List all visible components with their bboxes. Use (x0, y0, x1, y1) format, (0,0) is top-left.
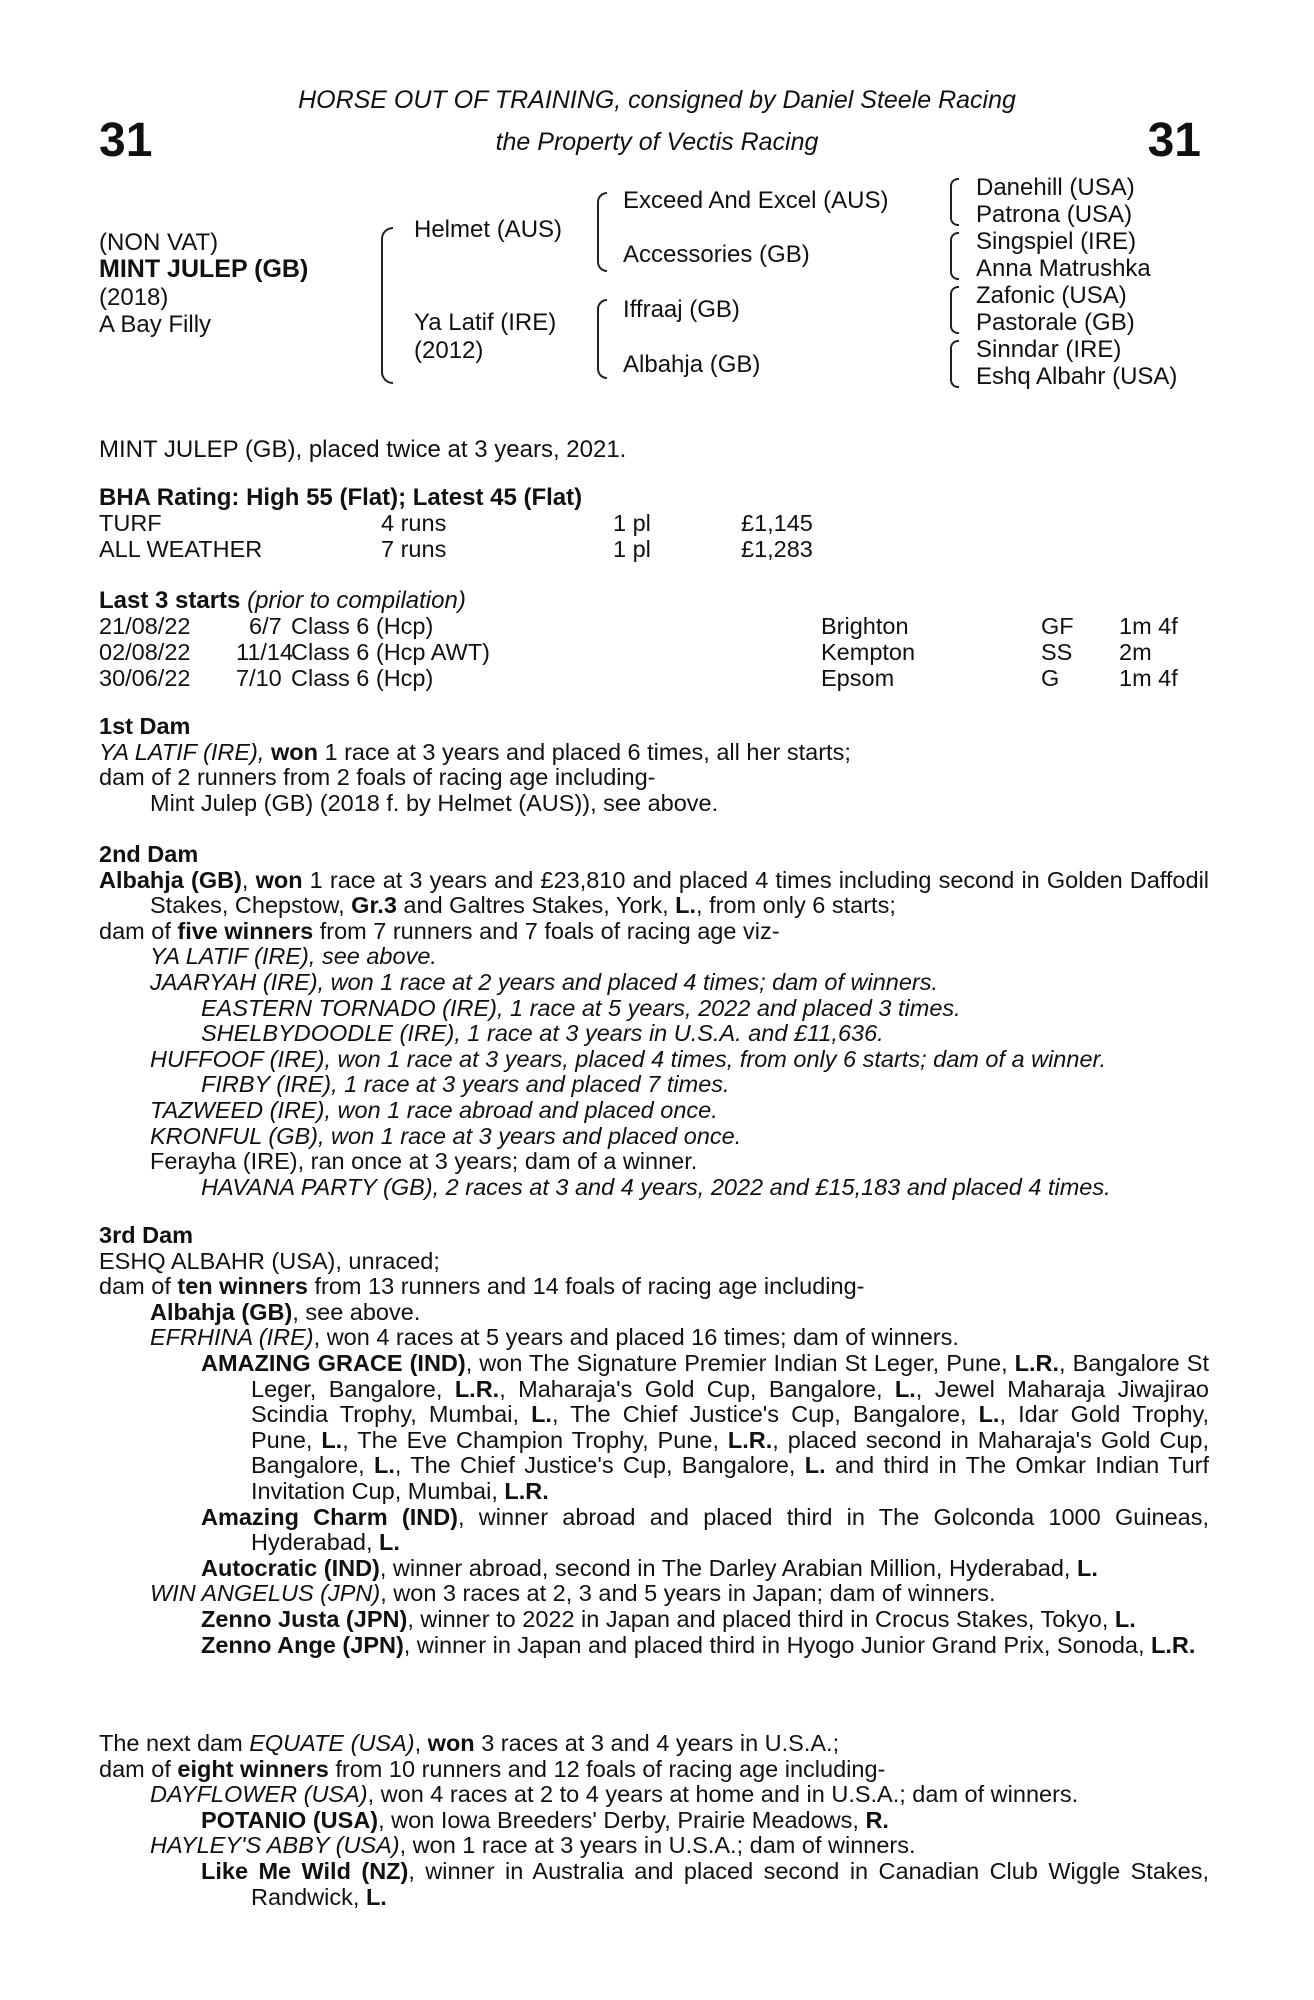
rating-runs: 4 runs (381, 510, 447, 536)
last-starts-heading (99, 587, 466, 614)
start-position: 6/7 (249, 613, 282, 639)
rating-row-aw (99, 536, 1219, 562)
race-summary: MINT JULEP (GB), placed twice at 3 years, 2021. (99, 436, 627, 463)
rating-surface: TURF (99, 510, 162, 536)
pedigree-sire-dam: Accessories (GB) (623, 241, 810, 268)
start-position: 7/10 (236, 665, 282, 691)
produce-entry: FIRBY (IRE), 1 race at 3 years and placed 7 times. (201, 1071, 730, 1098)
pedigree-gen3-1: Danehill (USA) (976, 174, 1135, 201)
bha-rating-title: BHA Rating: High 55 (Flat); Latest 45 (Flat) (99, 484, 583, 511)
start-row (99, 639, 1219, 665)
vat-status: (NON VAT) (99, 229, 219, 256)
first-dam-title: 1st Dam (99, 713, 191, 739)
produce-entry: EFRHINA (IRE), won 4 races at 5 years and placed 16 times; dam of winners. (150, 1324, 959, 1351)
produce-entry: Like Me Wild (NZ), winner in Australia and placed second in Canadian Club Wiggle Stakes, Randwick, L. (201, 1857, 1209, 1910)
rating-runs: 7 runs (381, 536, 447, 562)
start-course: Kempton (821, 639, 916, 665)
pedigree-dam-year: (2012) (414, 337, 484, 364)
pedigree-brace-3d (950, 340, 959, 388)
pedigree-brace-3c (950, 286, 959, 334)
produce-entry: Zenno Justa (JPN), winner to 2022 in Japan and placed third in Crocus Stakes, Tokyo, L. (201, 1605, 1136, 1632)
rating-earnings: £1,283 (741, 536, 813, 562)
last-starts-title: Last 3 starts (99, 587, 241, 614)
produce-entry: HAYLEY'S ABBY (USA), won 1 race at 3 years in U.S.A.; dam of winners. (150, 1832, 916, 1859)
produce-entry: HUFFOOF (IRE), won 1 race at 3 years, placed 4 times, from only 6 starts; dam of a winner. (150, 1045, 1107, 1072)
pedigree-dam-dam: Albahja (GB) (623, 351, 761, 378)
lot-number-right: 31 (1147, 114, 1201, 167)
produce-entry: DAYFLOWER (USA), won 4 races at 2 to 4 years at home and in U.S.A.; dam of winners. (150, 1781, 1079, 1808)
horse-description: A Bay Filly (99, 311, 212, 338)
pedigree-dam: Ya Latif (IRE) (414, 309, 557, 336)
rating-surface: ALL WEATHER (99, 536, 263, 562)
pedigree-gen3-2: Patrona (USA) (976, 201, 1133, 228)
third-dam-produce: dam of ten winners from 13 runners and 14 foals of racing age including- (99, 1273, 865, 1300)
start-going: G (1041, 665, 1060, 691)
produce-entry: WIN ANGELUS (JPN), won 3 races at 2, 3 and 5 years in Japan; dam of winners. (150, 1580, 996, 1607)
pedigree-gen3-8: Eshq Albahr (USA) (976, 363, 1178, 390)
produce-entry: Amazing Charm (IND), winner abroad and placed third in The Golconda 1000 Guineas, Hyderabad, L. (201, 1503, 1210, 1556)
start-race: Class 6 (Hcp AWT) (291, 639, 490, 665)
next-dam-section (99, 1731, 1209, 1910)
produce-entry: SHELBYDOODLE (IRE), 1 race at 3 years in U.S.A. and £11,636. (201, 1020, 884, 1047)
pedigree-gen3-5: Zafonic (USA) (976, 282, 1127, 309)
first-dam-produce: dam of 2 runners from 2 foals of racing age including- (99, 764, 656, 791)
next-dam-produce: dam of eight winners from 10 runners and 12 foals of racing age including- (99, 1755, 886, 1782)
third-dam-section (99, 1223, 1209, 1658)
start-race: Class 6 (Hcp) (291, 613, 434, 639)
pedigree-gen3-3: Singspiel (IRE) (976, 228, 1137, 255)
start-distance: 2m (1119, 639, 1152, 665)
pedigree-brace-3a (950, 178, 959, 226)
rating-row-turf (99, 510, 1219, 536)
start-row (99, 665, 1219, 691)
pedigree-sire-sire: Exceed And Excel (AUS) (623, 187, 889, 214)
first-dam-section (99, 714, 1209, 816)
next-dam-record: The next dam EQUATE (USA), won 3 races at 3 and 4 years in U.S.A.; (99, 1730, 840, 1756)
produce-entry: POTANIO (USA), won Iowa Breeders' Derby, Prairie Meadows, R. (201, 1806, 889, 1833)
first-dam-record: YA LATIF (IRE), won 1 race at 3 years and placed 6 times, all her starts; (99, 738, 851, 765)
pedigree-dam-sire: Iffraaj (GB) (623, 296, 740, 323)
second-dam-produce: dam of five winners from 7 runners and 7 foals of racing age viz- (99, 917, 780, 944)
pedigree-brace-2a (597, 192, 607, 272)
produce-entry: Ferayha (IRE), ran once at 3 years; dam of a winner. (150, 1148, 698, 1175)
third-dam-record: ESHQ ALBAHR (USA), unraced; (99, 1247, 440, 1274)
pedigree-gen3-6: Pastorale (GB) (976, 309, 1135, 336)
pedigree-gen3-7: Sinndar (IRE) (976, 336, 1122, 363)
start-course: Epsom (821, 665, 895, 691)
produce-entry: Zenno Ange (JPN), winner in Japan and placed third in Hyogo Junior Grand Prix, Sonoda, L.R. (201, 1631, 1196, 1658)
start-going: SS (1041, 639, 1073, 665)
property-line: the Property of Vectis Racing (495, 128, 819, 156)
consignor-line: HORSE OUT OF TRAINING, consigned by Daniel Steele Racing (298, 86, 1016, 114)
lot-number-left: 31 (99, 114, 153, 167)
produce-entry: AMAZING GRACE (IND), won The Signature Premier Indian St Leger, Pune, L.R., Bangalore St Leger, Bangalore, L.R., Maharaja's Gold Cup, Bangalore, L., Jewel Maharaja Jiwajirao Scindia Trophy, Mumbai, L., The Chief Justice's Cup, Bangalore, L., Idar Gold Trophy, Pune, L., The Eve Champion Trophy, Pune, L.R., placed second in Maharaja's Gold Cup, Bangalore, L., The Chief Justice's Cup, Bangalore, L. and third in The Omkar Indian Turf Invitation Cup, Mumbai, L.R. (201, 1349, 1210, 1504)
produce-entry: Albahja (GB), see above. (150, 1298, 421, 1325)
produce-entry: YA LATIF (IRE), see above. (150, 943, 437, 970)
produce-entry: JAARYAH (IRE), won 1 race at 2 years and placed 4 times; dam of winners. (150, 968, 939, 995)
produce-entry: TAZWEED (IRE), won 1 race abroad and placed once. (150, 1096, 718, 1123)
first-dam-foal: Mint Julep (GB) (2018 f. by Helmet (AUS)), see above. (150, 789, 719, 816)
pedigree-brace-1 (381, 227, 393, 384)
start-date: 21/08/22 (99, 613, 191, 639)
last-starts-subtitle: (prior to compilation) (247, 587, 466, 614)
start-date: 30/06/22 (99, 665, 191, 691)
rating-earnings: £1,145 (741, 510, 813, 536)
pedigree-brace-2b (597, 299, 607, 379)
produce-entry: HAVANA PARTY (GB), 2 races at 3 and 4 years, 2022 and £15,183 and placed 4 times. (201, 1173, 1111, 1200)
pedigree-sire: Helmet (AUS) (414, 216, 563, 243)
start-position: 11/14 (236, 639, 294, 665)
start-row (99, 613, 1219, 639)
second-dam-title: 2nd Dam (99, 841, 199, 867)
third-dam-title: 3rd Dam (99, 1222, 194, 1248)
start-date: 02/08/22 (99, 639, 191, 665)
start-race: Class 6 (Hcp) (291, 665, 434, 691)
start-course: Brighton (821, 613, 909, 639)
start-distance: 1m 4f (1119, 665, 1178, 691)
rating-placed: 1 pl (613, 510, 651, 536)
start-going: GF (1041, 613, 1074, 639)
horse-year: (2018) (99, 284, 169, 311)
second-dam-record: Albahja (GB), won 1 race at 3 years and £23,810 and placed 4 times including second in Golden Daffodil Stakes, Chepstow, Gr.3 and Galtres Stakes, York, L., from only 6 starts; (99, 866, 1210, 919)
pedigree-brace-3b (950, 232, 959, 280)
produce-entry: EASTERN TORNADO (IRE), 1 race at 5 years, 2022 and placed 3 times. (201, 994, 961, 1021)
second-dam-section (99, 842, 1209, 1200)
horse-name: MINT JULEP (GB) (99, 255, 309, 283)
pedigree-gen3-4: Anna Matrushka (976, 255, 1151, 282)
produce-entry: Autocratic (IND), winner abroad, second in The Darley Arabian Million, Hyderabad, L. (201, 1554, 1098, 1581)
rating-placed: 1 pl (613, 536, 651, 562)
produce-entry: KRONFUL (GB), won 1 race at 3 years and placed once. (150, 1122, 742, 1149)
start-distance: 1m 4f (1119, 613, 1178, 639)
